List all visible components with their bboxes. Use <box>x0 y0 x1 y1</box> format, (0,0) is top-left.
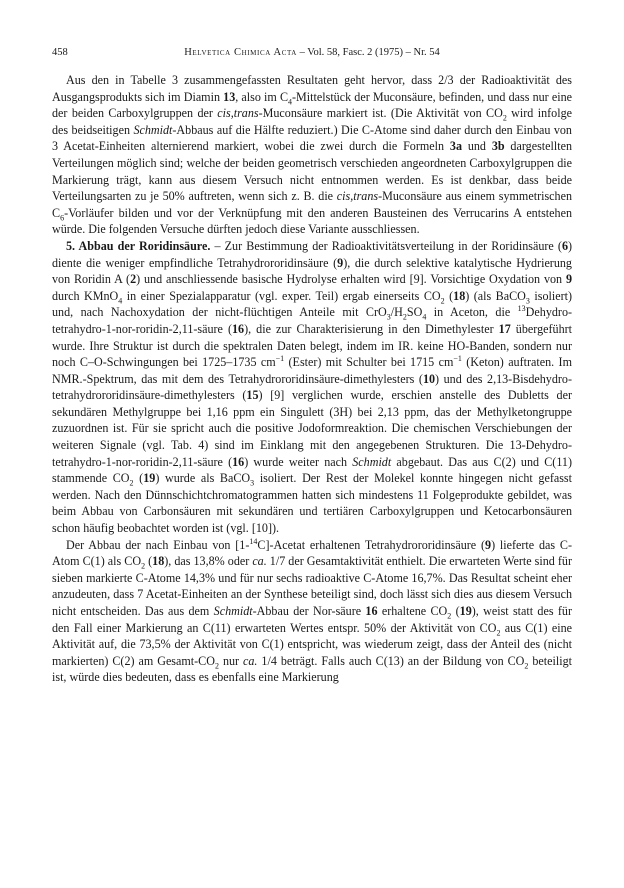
italic-text: ca. <box>252 554 267 569</box>
text-run: , also im C <box>235 89 289 104</box>
text-run: – Zur Bestimmung der Radioaktivitätsverteilung in der Roridinsäure ( <box>210 238 562 253</box>
subscript: 2 <box>524 661 529 671</box>
text-run: aus C(1) eine Aktivität auf, die 73,5% der Aktivität von C(1) entspricht, was wiederum zeigt, dass der Anteil des (nicht markierten) C(2) am Gesamt-CO <box>52 620 572 668</box>
subscript: 2 <box>496 628 501 637</box>
text-run: Aus den in Tabelle 3 zusammengefassten Resultaten geht hervor, dass 2/3 der Radioaktivität des Ausgangsprodukts sich im Diamin <box>52 73 572 104</box>
text-run: ), das 13,8% oder <box>164 554 253 569</box>
text-run: -Mittelstück der Muconsäure, befinden, und dass nur eine der beiden Carboxylgruppen der <box>52 89 572 121</box>
subscript: 2 <box>129 478 134 488</box>
text-run: in einer Spezialapparatur (vgl. exper. Teil) ergab einerseits CO <box>122 288 441 303</box>
text-run: ) (als BaCO <box>465 288 526 303</box>
superscript: −1 <box>453 354 462 364</box>
italic-text: Schmidt <box>133 122 173 137</box>
text-run: abgebaut. Das aus C(2) und C(11) stammende CO <box>52 454 572 486</box>
compound-number: 19 <box>459 604 472 618</box>
text-run: ) wurde als BaCO <box>155 471 251 486</box>
page-header <box>52 46 572 60</box>
italic-text: cis,trans <box>217 106 259 121</box>
compound-number: 13 <box>223 89 236 104</box>
text-run: ( <box>145 554 153 569</box>
paragraph-1 <box>52 72 572 238</box>
subscript: 6 <box>60 213 65 223</box>
compound-number: 9 <box>337 255 344 270</box>
compound-number: 15 <box>246 388 259 403</box>
issue-info: – Vol. 58, Fasc. 2 (1975) – Nr. 54 <box>296 47 440 58</box>
text-run: 1/7 der Gesamtaktivität enthielt. Die erwarteten Werte sind für sieben markierte C-Atome 14,3% und für nur sechs radioaktive C-Atome 16,7%. Das Resultat scheint eher anzudeuten, dass 7 Acetat-Einheiten an der Synthese beteiligt sind, doch lässt sich dies aus diesem Versuch nicht entscheiden. Das aus dem <box>52 554 572 618</box>
text-run: übergeführt wurde. Ihre Struktur ist durch die spektralen Daten belegt, indem im IR. keine HO-Banden, sondern nur noch C–O-Schwingungen bei 1725–1735 cm <box>52 321 573 370</box>
compound-number: 10 <box>422 371 436 386</box>
italic-text: cis,trans <box>336 189 379 204</box>
subscript: 4 <box>118 296 123 306</box>
text-run: wird infolge des beidseitigen <box>52 106 572 137</box>
superscript: 13 <box>517 304 526 314</box>
subscript: 4 <box>422 312 427 322</box>
text-run: ) diente die weniger empfindliche Tetrahydrororidinsäure ( <box>52 238 573 270</box>
compound-number: 18 <box>152 554 165 569</box>
subscript: 3 <box>386 312 391 322</box>
page-number: 458 <box>52 47 68 58</box>
text-run: in Aceton, die <box>426 305 518 320</box>
text-run: dargestellten Verteilungen möglich sind; welche der beiden geometrisch verschieden angeordneten Carboxylgruppen die Markierung trägt, kann aus diesem Versuch nicht entnommen werden. Es ist denkbar, dass beide Verteilungsarten zu je 50% auftreten, wenn sich z. B. die <box>52 139 573 204</box>
text-run: nur <box>218 653 244 668</box>
text-run: isoliert. Der Rest der Molekel konnte hingegen nicht gefasst werden. Nach den Dünnschichtchromatogrammen hatten sich mindestens 11 Folgeprodukte gebildet, was beim Abbau von Carbonsäuren mit sekundären und tertiären Carboxylgruppen und Ketocarbonsäuren schon häufig beobachtet worden ist (vgl. [10]). <box>52 471 572 536</box>
subscript: 2 <box>402 312 407 322</box>
subscript: 3 <box>250 478 255 488</box>
subscript: 2 <box>440 296 445 306</box>
text-run: -Muconsäure aus einem symmetrischen C <box>52 189 572 220</box>
italic-text: Schmidt <box>352 454 392 469</box>
text-run: -Muconsäure markiert ist. (Die Aktivität von CO <box>258 106 503 121</box>
subscript: 2 <box>447 611 452 621</box>
text-run: ), die durch selektive katalytische Hydrierung von Roridin A ( <box>52 255 572 287</box>
text-run: Dehydro-tetrahydro-1-nor-roridin-2,11-säure ( <box>52 305 573 336</box>
compound-number: 16 <box>232 454 245 469</box>
compound-number: 17 <box>498 321 511 336</box>
text-run: ) und des 2,13-Bisdehydro-tetrahydrororidinsäure-dimethylesters ( <box>52 371 573 403</box>
text-run: 1/4 beträgt. Falls auch C(13) an der Bildung von CO <box>257 653 525 668</box>
section-heading: 5. Abbau der Roridinsäure. <box>66 238 211 253</box>
text-run: -Vorläufer bilden und vor der Verknüpfung mit den anderen Bausteinen des Verrucarins A entstehen würde. Die folgenden Versuche dürften jedoch diese Variante ausschliessen. <box>52 205 572 237</box>
text-run: isoliert) und, nach Nachoxydation der nicht-flüchtigen Anteile mit CrO <box>52 288 572 320</box>
compound-number: 9 <box>485 537 492 552</box>
text-run: und <box>461 139 492 154</box>
text-run: C]-Acetat erhaltenen Tetrahydrororidinsäure ( <box>257 537 486 552</box>
italic-text: ca. <box>243 653 258 668</box>
text-run: ) wurde weiter nach <box>244 454 353 469</box>
subscript: 2 <box>502 113 507 123</box>
running-head <box>52 46 572 60</box>
compound-number: 2 <box>130 272 137 287</box>
compound-number: 16 <box>231 321 245 336</box>
text-run: SO <box>406 305 423 320</box>
paragraph-2 <box>52 238 572 537</box>
text-run: erhaltene CO <box>377 604 448 618</box>
text-run: Der Abbau der nach Einbau von [1- <box>66 537 250 552</box>
text-run: durch KMnO <box>52 288 119 303</box>
journal-name: Helvetica Chimica Acta <box>184 47 297 58</box>
compound-number: 9 <box>565 272 572 287</box>
compound-number: 3b <box>491 139 505 154</box>
subscript: 2 <box>141 561 146 571</box>
subscript: 3 <box>525 296 530 306</box>
text-run: -Abbau der Nor-säure <box>252 604 366 618</box>
text-run: (Ester) mit Schulter bei 1715 cm <box>284 355 454 370</box>
text-run: -Abbaus auf die Hälfte reduziert.) Die C-Atome sind daher durch den Einbau von 3 Acetat-Einheiten alternierend markiert, wobei die zwei durch die Formeln <box>52 122 572 154</box>
text-run: ), die zur Charakterisierung in den Dimethylester <box>244 321 499 336</box>
text-run: ( <box>133 471 144 486</box>
compound-number: 3a <box>449 139 462 154</box>
italic-text: Schmidt <box>213 604 253 618</box>
text-run: (Keton) auftraten. Im NMR.-Spektrum, das mit dem des Tetrahydrororidinsäure-dimethylesters ( <box>52 355 572 386</box>
superscript: −1 <box>275 354 285 364</box>
compound-number: 19 <box>143 471 156 486</box>
text-run: ( <box>444 288 454 303</box>
subscript: 2 <box>214 661 219 671</box>
text-run: ) [9] verglichen wurde, erschien anstelle des Dubletts der sekundären Methylgruppe bei 1,16 ppm ein Singulett (3H) bei 2,13 ppm, das der Methylketongruppe zuzuordnen ist. Für sie spricht auch die positive Jodoformreaktion. Die chemischen Verschiebungen der weiteren Signale (vgl. Tab. 4) sind im Einklang mit den angegebenen Strukturen. Die 13-Dehydro-tetrahydro-1-nor-roridin-2,11-säure ( <box>52 388 572 469</box>
compound-number: 16 <box>365 604 378 618</box>
article-body <box>52 72 572 686</box>
paragraph-3 <box>52 537 572 686</box>
text-run: ), weist statt des für den Fall einer Markierung an C(11) erwarteten Wertes entspr. 50% der Aktivität von CO <box>52 604 572 635</box>
text-run: ( <box>451 604 460 618</box>
text-run: ) lieferte das C-Atom C(1) als CO <box>52 537 572 569</box>
text-run: /H <box>390 305 403 320</box>
text-run: ) und anschliessende basische Hydrolyse erhalten wird [9]. Vorsichtige Oxydation von <box>136 272 566 287</box>
compound-number: 6 <box>561 238 568 253</box>
text-run: beteiligt ist, würde dies bedeuten, dass es ebenfalls eine Markierung <box>52 653 572 685</box>
superscript: 14 <box>249 536 258 546</box>
compound-number: 18 <box>453 288 466 303</box>
subscript: 4 <box>288 97 293 106</box>
